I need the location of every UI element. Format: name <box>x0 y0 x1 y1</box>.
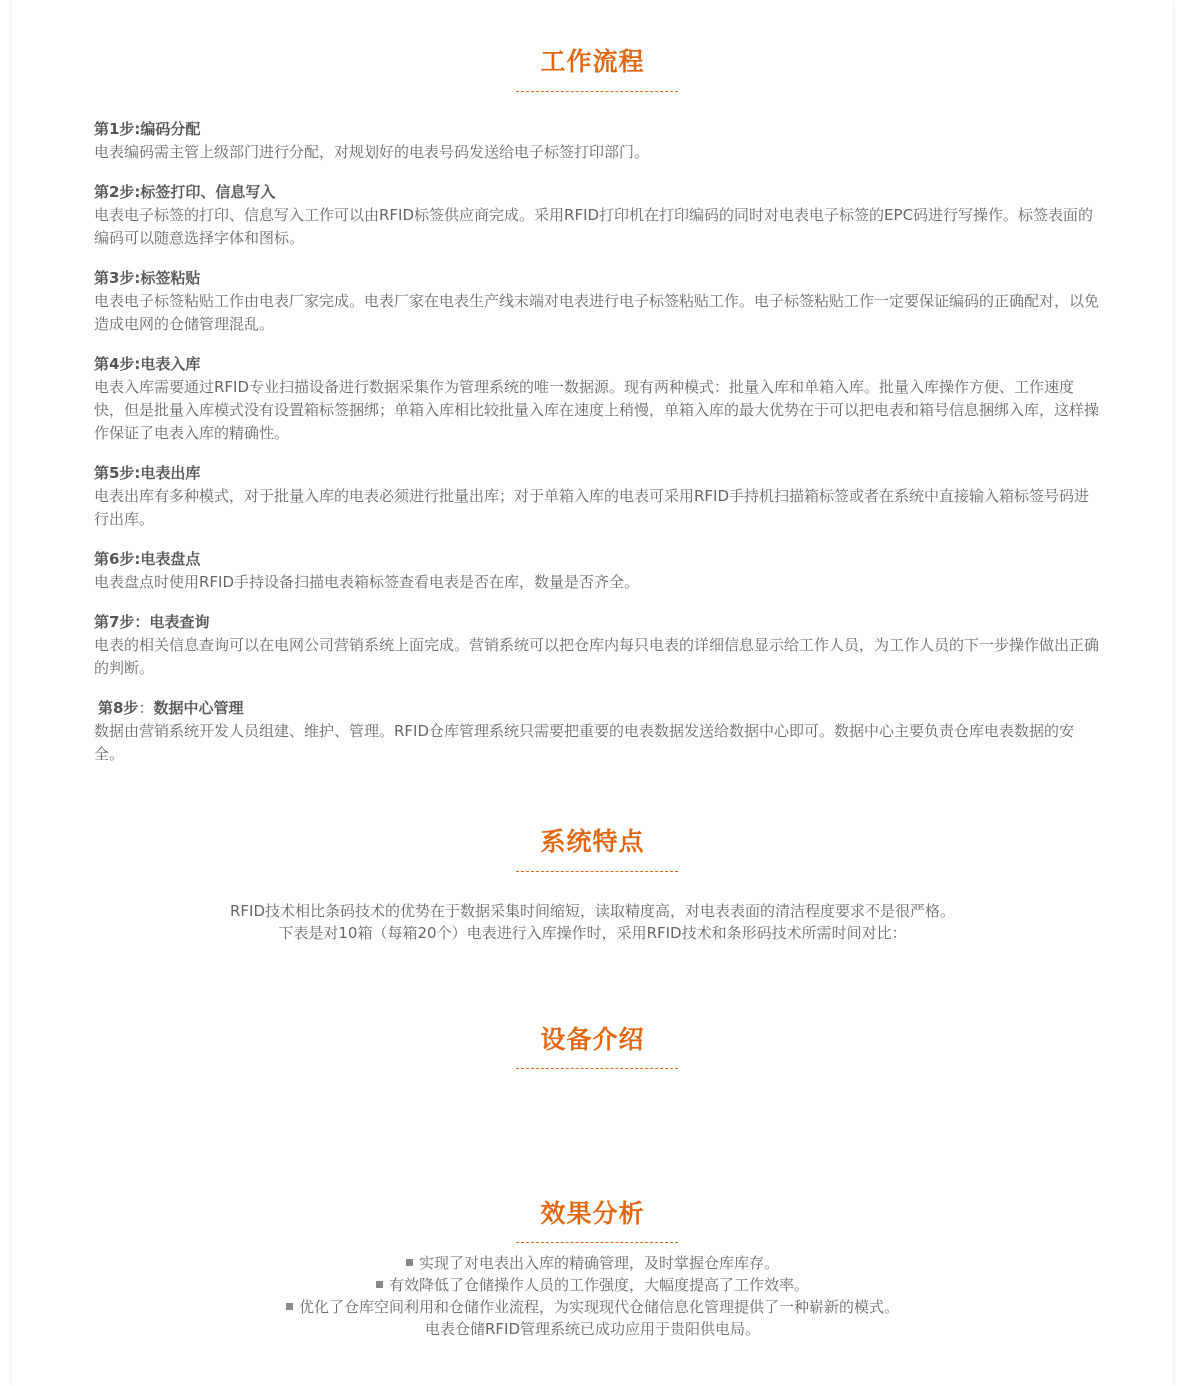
square-bullet-icon <box>406 1259 413 1266</box>
workflow-step-4 <box>94 353 1104 445</box>
section-divider <box>516 871 678 872</box>
features-text <box>12 900 1173 944</box>
section-divider <box>516 1242 678 1243</box>
effects-bullet-text: 实现了对电表出入库的精确管理，及时掌握仓库库存。 <box>418 1254 779 1272</box>
step-description: 电表电子标签的打印、信息写入工作可以由RFID标签供应商完成。采用RFID打印机在打印编码的同时对电表电子标签的EPC码进行写操作。标签表面的编码可以随意选择字体和图标。 <box>94 206 1094 247</box>
section-title-equipment: 设备介绍 <box>540 1025 645 1054</box>
step-description: 电表的相关信息查询可以在电网公司营销系统上面完成。营销系统可以把仓库内每只电表的详细信息显示给工作人员，为工作人员的下一步操作做出正确的判断。 <box>94 636 1100 677</box>
workflow-step-6 <box>94 548 1104 594</box>
square-bullet-icon <box>286 1303 293 1310</box>
workflow-steps <box>94 118 1104 783</box>
effects-bullet-item <box>12 1296 1173 1318</box>
step-number: 第8步 <box>98 699 139 717</box>
workflow-step-8 <box>94 697 1104 766</box>
effects-bullet-text: 有效降低了仓储操作人员的工作强度，大幅度提高了工作效率。 <box>388 1276 809 1294</box>
section-divider <box>516 91 678 92</box>
content-page <box>12 0 1173 1386</box>
step-name: 数据中心管理 <box>153 699 244 717</box>
effects-text <box>12 1252 1173 1340</box>
workflow-step-5 <box>94 462 1104 531</box>
features-line: 下表是对10箱（每箱20个）电表进行入库操作时，采用RFID技术和条形码技术所需时间对比： <box>278 924 907 942</box>
step-title: 第2步:标签打印、信息写入 <box>94 183 276 201</box>
step-description: 电表盘点时使用RFID手持设备扫描电表箱标签查看电表是否在库，数量是否齐全。 <box>94 573 640 591</box>
effects-bullet-item <box>12 1252 1173 1274</box>
effects-closing: 电表仓储RFID管理系统已成功应用于贵阳供电局。 <box>424 1320 761 1338</box>
workflow-step-1 <box>94 118 1104 164</box>
step-title: 第6步:电表盘点 <box>94 550 201 568</box>
effects-bullet-text: 优化了仓库空间利用和仓储作业流程，为实现现代仓储信息化管理提供了一种崭新的模式。 <box>298 1298 899 1316</box>
step-title: 第7步：电表查询 <box>94 613 210 631</box>
section-title-workflow: 工作流程 <box>540 47 645 76</box>
step-description: 电表编码需主管上级部门进行分配，对规划好的电表号码发送给电子标签打印部门。 <box>94 143 650 161</box>
section-title-features: 系统特点 <box>540 827 645 856</box>
workflow-step-2 <box>94 181 1104 250</box>
effects-bullet-item <box>12 1274 1173 1296</box>
step-title <box>94 697 1104 720</box>
step-title: 第3步:标签粘贴 <box>94 269 201 287</box>
section-divider <box>516 1068 678 1069</box>
step-title: 第4步:电表入库 <box>94 355 201 373</box>
step-description: 电表出库有多种模式，对于批量入库的电表必须进行批量出库；对于单箱入库的电表可采用RFID手持机扫描箱标签或者在系统中直接输入箱标签号码进行出库。 <box>94 487 1090 528</box>
step-title: 第5步:电表出库 <box>94 464 201 482</box>
features-line: RFID技术相比条码技术的优势在于数据采集时间缩短，读取精度高，对电表表面的清洁程度要求不是很严格。 <box>229 902 956 920</box>
step-separator: ： <box>138 699 154 717</box>
step-description: 电表电子标签粘贴工作由电表厂家完成。电表厂家在电表生产线末端对电表进行电子标签粘贴工作。电子标签粘贴工作一定要保证编码的正确配对，以免造成电网的仓储管理混乱。 <box>94 292 1100 333</box>
section-title-effects: 效果分析 <box>540 1199 645 1228</box>
step-description: 电表入库需要通过RFID专业扫描设备进行数据采集作为管理系统的唯一数据源。现有两种模式：批量入库和单箱入库。批量入库操作方便、工作速度快，但是批量入库模式没有设置箱标签捆绑；单箱入库相比较批量入库在速度上稍慢，单箱入库的最大优势在于可以把电表和箱号信息捆绑入库，这样操作保证了电表入库的精确性。 <box>94 378 1100 442</box>
step-title: 第1步:编码分配 <box>94 120 201 138</box>
step-description: 数据由营销系统开发人员组建、维护、管理。RFID仓库管理系统只需要把重要的电表数据发送给数据中心即可。数据中心主要负责仓库电表数据的安全。 <box>94 722 1075 763</box>
workflow-step-7 <box>94 611 1104 680</box>
square-bullet-icon <box>376 1281 383 1288</box>
workflow-step-3 <box>94 267 1104 336</box>
